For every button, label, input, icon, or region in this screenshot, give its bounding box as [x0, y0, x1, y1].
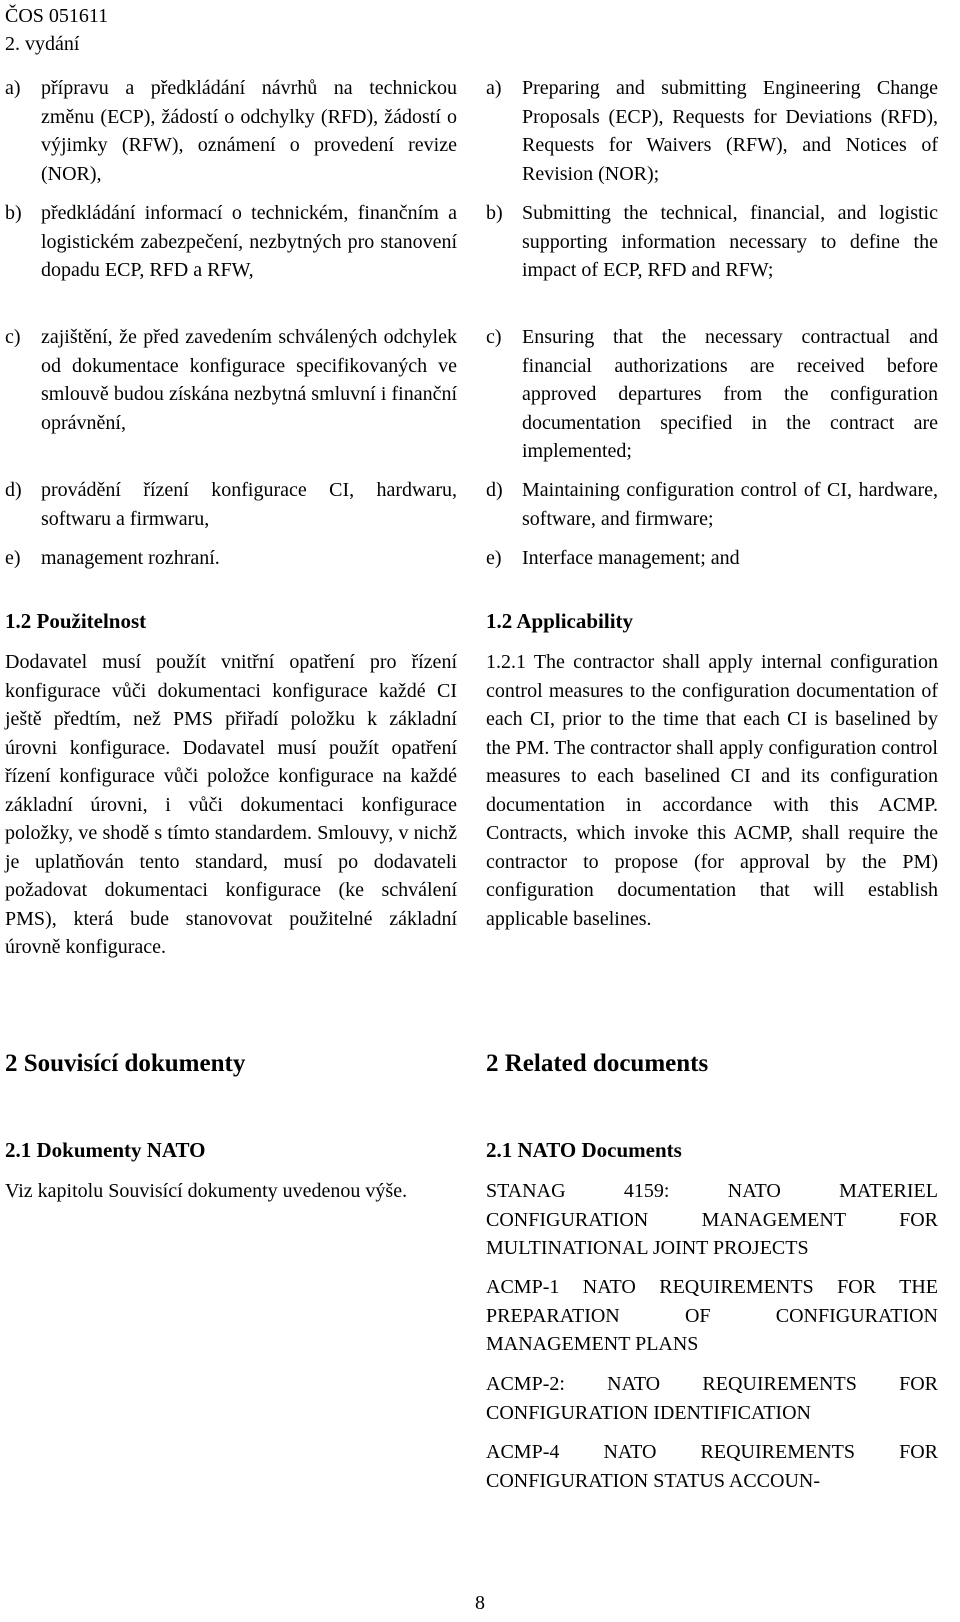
en-section-2-title: 2 Related documents [486, 1050, 709, 1077]
en-item-label: c) [486, 326, 502, 348]
cz-item-text: předkládání informací o technickém, finančním a logistickém zabezpečení, nezbytných pro stanovení dopadu ECP, RFD a RFW, [41, 202, 457, 281]
cz-item-label: c) [5, 326, 21, 348]
cz-item-text: přípravu a předkládání návrhů na technickou změnu (ECP), žádostí o odchylky (RFD), žádostí o výjimky (RFW), oznámení o provedení revize (NOR), [41, 77, 457, 185]
en-section-1-2-title: 1.2 Applicability [486, 609, 634, 633]
cz-list-item [5, 199, 457, 285]
en-reference-doc: ACMP-2: NATO REQUIREMENTS FOR CONFIGURATION IDENTIFICATION [486, 1373, 938, 1424]
en-reference-doc: ACMP-4 NATO REQUIREMENTS FOR CONFIGURATION STATUS ACCOUN- [486, 1441, 938, 1492]
en-item-text: Submitting the technical, financial, and logistic supporting information necessary to define the impact of ECP, RFD and RFW; [522, 202, 938, 281]
document-code: ČOS 051611 [5, 5, 109, 27]
cz-item-text: zajištění, že před zavedením schválených odchylek od dokumentace konfigurace specifikovaných ve smlouvě budou získána nezbytná smluvní i finanční oprávnění, [41, 326, 457, 434]
en-section-2-1-title: 2.1 NATO Documents [486, 1138, 682, 1162]
cz-item-label: e) [5, 547, 21, 569]
en-section-1-2-body: 1.2.1 The contractor shall apply internal configuration control measures to the configuration documentation of each CI, prior to the time that each CI is baselined by the PM. The contractor shall apply configuration control measures to each baselined CI and its configuration documentation in accordance with this ACMP. Contracts, which invoke this ACMP, shall require the contractor to propose (for approval by the PM) configuration documentation that will establish applicable baselines. [486, 651, 938, 930]
en-item-label: e) [486, 547, 502, 569]
en-item-text: Maintaining configuration control of CI, hardware, software, and firmware; [522, 479, 938, 530]
document-edition: 2. vydání [5, 33, 80, 55]
en-item-label: d) [486, 479, 503, 501]
en-list-item [486, 199, 938, 285]
cz-item-text: provádění řízení konfigurace CI, hardwaru, softwaru a firmwaru, [41, 479, 457, 530]
cz-item-text: management rozhraní. [41, 547, 220, 569]
page-number: 8 [475, 1592, 485, 1614]
cz-list-item [5, 323, 457, 437]
cz-item-label: a) [5, 77, 21, 99]
en-reference-doc: ACMP-1 NATO REQUIREMENTS FOR THE PREPARATION OF CONFIGURATION MANAGEMENT PLANS [486, 1276, 938, 1355]
cz-section-1-2-title: 1.2 Použitelnost [5, 609, 147, 633]
en-list-item [486, 74, 938, 188]
en-item-text: Interface management; and [522, 547, 740, 569]
cz-list-item [5, 74, 457, 188]
en-list-item [486, 323, 938, 466]
en-item-text: Ensuring that the necessary contractual and financial authorizations are received before approved departures from the configuration documentation specified in the contract are implemented; [522, 326, 938, 462]
cz-section-1-2-body: Dodavatel musí použít vnitřní opatření pro řízení konfigurace vůči dokumentaci konfigurace každé CI ještě předtím, než PMS přiřadí položku k základní úrovni konfigurace. Dodavatel musí použít opatření řízení konfigurace vůči položce konfigurace na každé základní úrovni, i vůči dokumentaci konfigurace položky, ve shodě s tímto standardem. Smlouvy, v nichž je uplatňován tento standard, musí po dodavateli požadovat dokumentaci konfigurace (ke schválení PMS), která bude stanovovat použitelné základní úrovně konfigurace. [5, 651, 457, 958]
en-item-label: a) [486, 77, 502, 99]
en-reference-doc: STANAG 4159: NATO MATERIEL CONFIGURATION MANAGEMENT FOR MULTINATIONAL JOINT PROJECTS [486, 1180, 938, 1259]
cz-section-2-1-title: 2.1 Dokumenty NATO [5, 1138, 206, 1162]
en-list-item [486, 544, 938, 573]
cz-item-label: d) [5, 479, 22, 501]
en-item-text: Preparing and submitting Engineering Change Proposals (ECP), Requests for Deviations (RFD), Requests for Waivers (RFW), and Notices of Revision (NOR); [522, 77, 938, 185]
cz-list-item [5, 476, 457, 533]
cz-section-2-title: 2 Souvisící dokumenty [5, 1050, 246, 1077]
cz-item-label: b) [5, 202, 22, 224]
en-list-item [486, 476, 938, 533]
cz-list-item [5, 544, 457, 573]
en-item-label: b) [486, 202, 503, 224]
cz-section-2-1-body: Viz kapitolu Souvisící dokumenty uvedenou výše. [5, 1180, 408, 1202]
